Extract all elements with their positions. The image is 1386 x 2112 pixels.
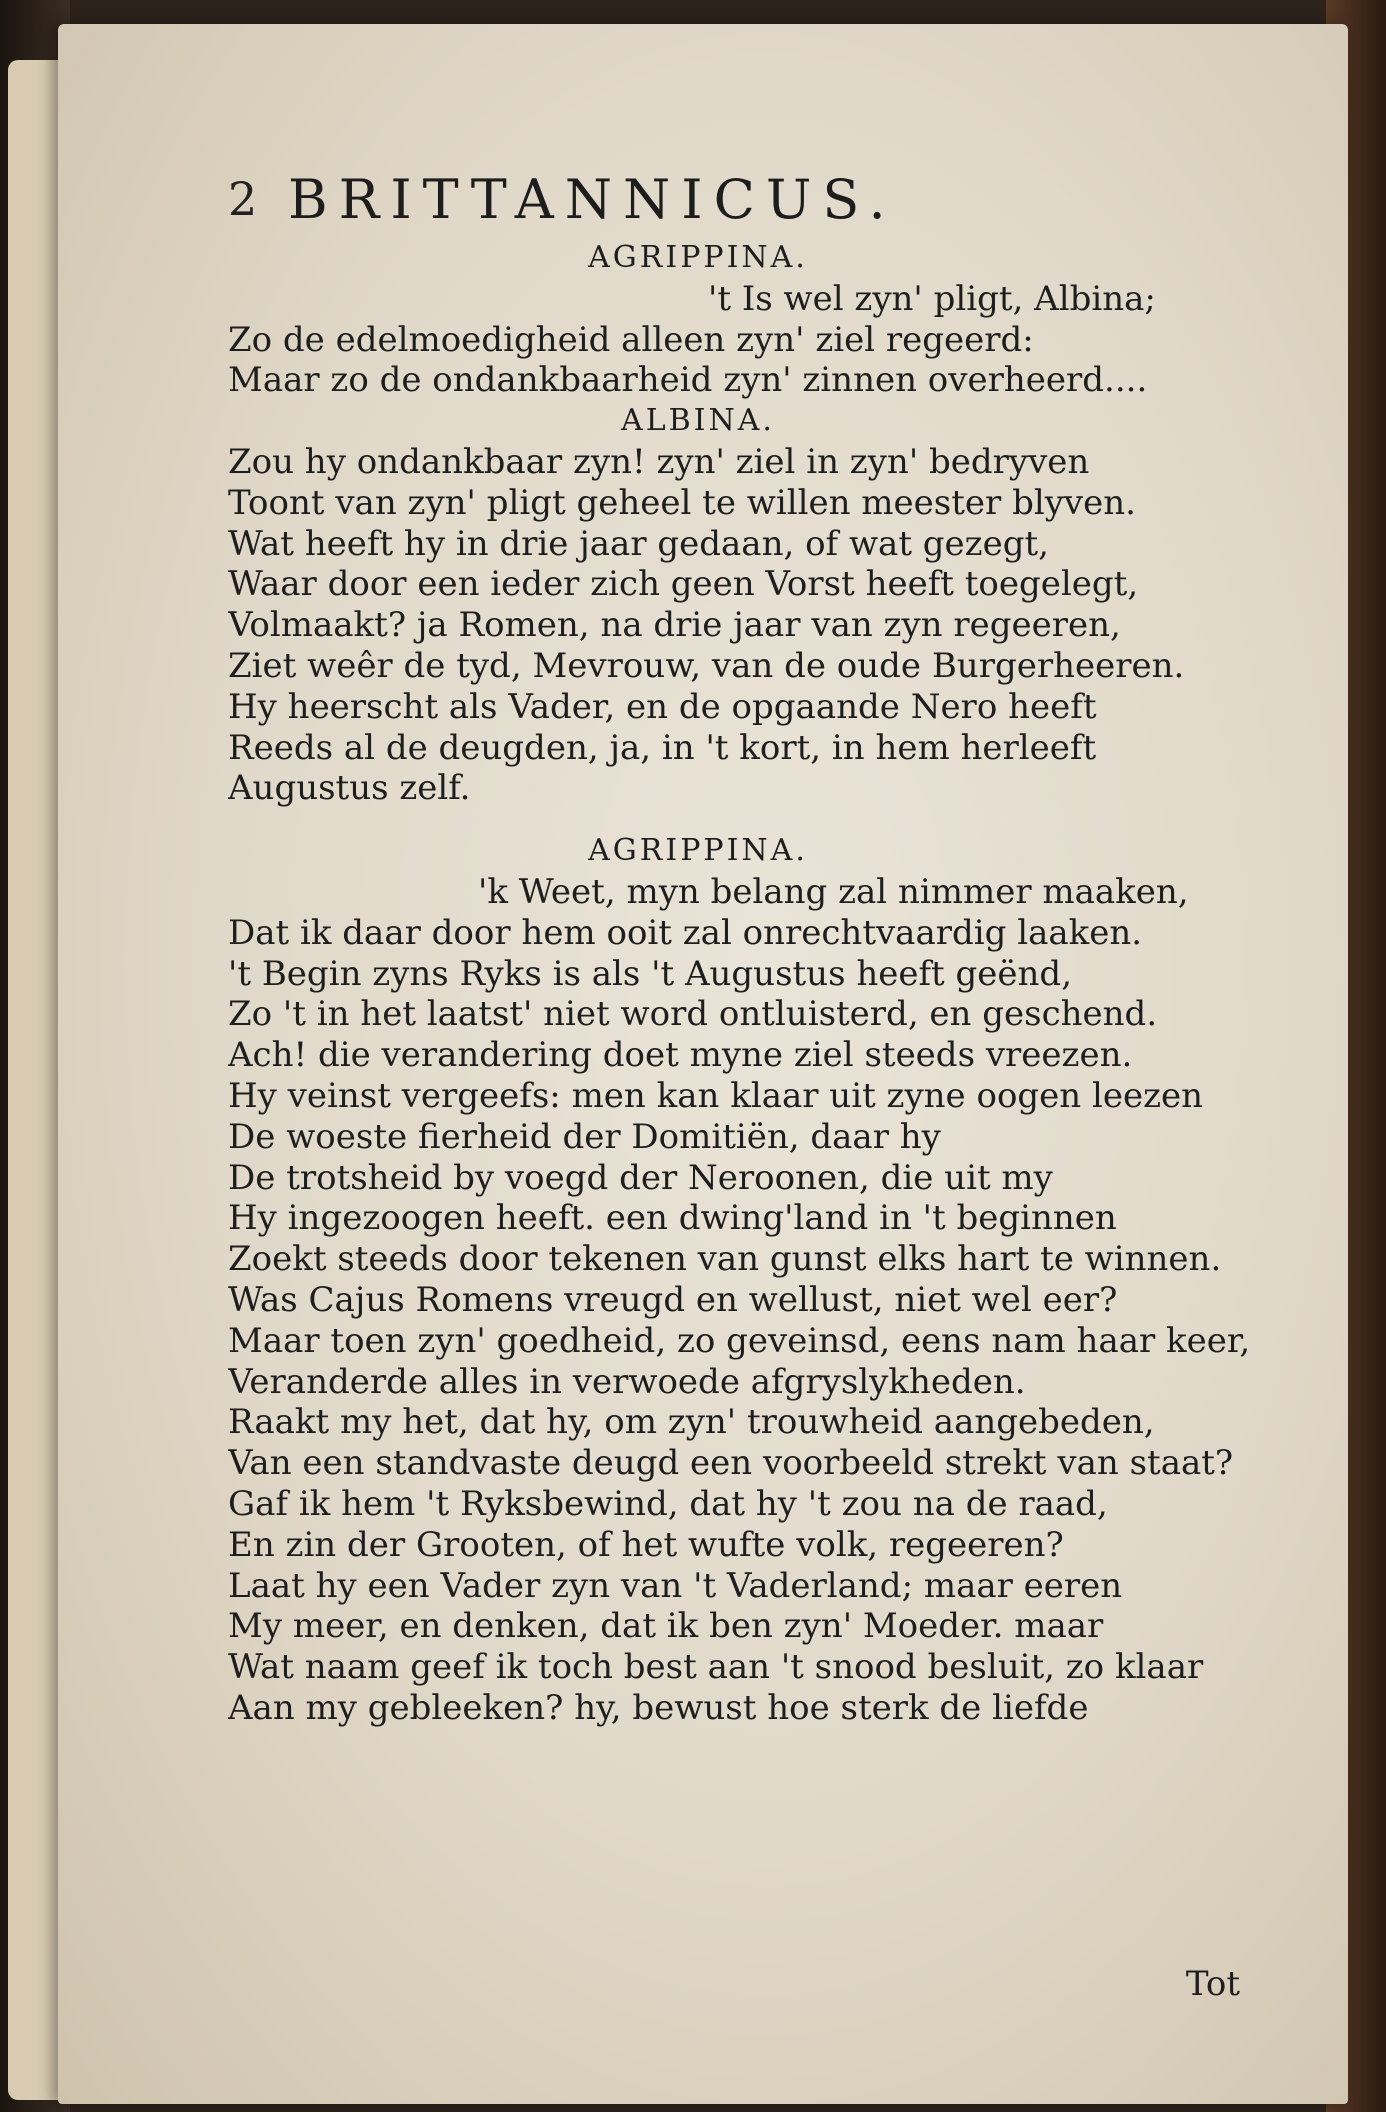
- verse-line: Zo 't in het laatst' niet word ontluisterd, en geschend.: [228, 994, 1158, 1035]
- verse-text: [228, 238, 1308, 1729]
- verse-line: Maar toen zyn' goedheid, zo geveinsd, eens nam haar keer,: [228, 1320, 1251, 1361]
- verse-line: Gaf ik hem 't Ryksbewind, dat hy 't zou na de raad,: [228, 1483, 1108, 1524]
- verse-line: En zin der Grooten, of het wufte volk, regeeren?: [228, 1524, 1064, 1565]
- running-title: BRITTANNICUS.: [288, 168, 897, 231]
- verse-line: Maar zo de ondankbaarheid zyn' zinnen overheerd....: [228, 360, 1148, 401]
- verse-line: Zoekt steeds door tekenen van gunst elks hart te winnen.: [228, 1239, 1222, 1280]
- verse-line: Toont van zyn' pligt geheel te willen meester blyven.: [228, 482, 1136, 523]
- verse-line: Aan my gebleeken? hy, bewust hoe sterk de liefde: [228, 1687, 1089, 1728]
- verse-line: Wat heeft hy in drie jaar gedaan, of wat gezegt,: [228, 523, 1049, 564]
- verse-line: 't Is wel zyn' pligt, Albina;: [708, 278, 1156, 319]
- verse-line: De trotsheid by voegd der Neroonen, die uit my: [228, 1157, 1053, 1198]
- verse-line: Hy ingezoogen heeft. een dwing'land in 't beginnen: [228, 1198, 1117, 1239]
- verse-line: Zou hy ondankbaar zyn! zyn' ziel in zyn' bedryven: [228, 441, 1090, 482]
- verse-line: My meer, en denken, dat ik ben zyn' Moeder. maar: [228, 1606, 1104, 1647]
- verse-line: Ach! die verandering doet myne ziel steeds vreezen.: [228, 1035, 1133, 1076]
- verse-line: Waar door een ieder zich geen Vorst heeft toegelegt,: [228, 564, 1139, 605]
- verse-line: 't Begin zyns Ryks is als 't Augustus heeft geënd,: [228, 953, 1073, 994]
- page-number: 2: [228, 172, 258, 226]
- verse-line: Dat ik daar door hem ooit zal onrechtvaardig laaken.: [228, 912, 1143, 953]
- verse-line: Zo de edelmoedigheid alleen zyn' ziel regeerd:: [228, 319, 1034, 360]
- verse-line: Raakt my het, dat hy, om zyn' trouwheid aangebeden,: [228, 1402, 1155, 1443]
- section-spacer: [228, 809, 1308, 831]
- speaker-heading: ALBINA.: [621, 403, 775, 439]
- verse-line: De woeste fierheid der Domitiën, daar hy: [228, 1116, 941, 1157]
- verse-line: Volmaakt? ja Romen, na drie jaar van zyn regeeren,: [228, 605, 1121, 646]
- verse-line: 'k Weet, myn belang zal nimmer maaken,: [478, 871, 1189, 912]
- speaker-heading: AGRIPPINA.: [588, 833, 808, 869]
- verse-line: Reeds al de deugden, ja, in 't kort, in hem herleeft: [228, 727, 1097, 768]
- page-header: [228, 168, 1248, 232]
- verse-line: Hy heerscht als Vader, en de opgaande Nero heeft: [228, 686, 1097, 727]
- catchword: Tot: [1185, 1964, 1240, 2004]
- speaker-heading: AGRIPPINA.: [588, 240, 808, 275]
- verse-line: Ziet weêr de tyd, Mevrouw, van de oude Burgerheeren.: [228, 645, 1185, 686]
- book-page: [58, 24, 1348, 2104]
- verse-line: Was Cajus Romens vreugd en wellust, niet wel eer?: [228, 1279, 1118, 1320]
- verse-line: Augustus zelf.: [228, 768, 471, 809]
- verse-line: Veranderde alles in verwoede afgryslykheden.: [228, 1361, 1026, 1402]
- verse-line: Van een standvaste deugd een voorbeeld strekt van staat?: [228, 1443, 1234, 1484]
- verse-line: Wat naam geef ik toch best aan 't snood besluit, zo klaar: [228, 1647, 1204, 1688]
- verse-line: Laat hy een Vader zyn van 't Vaderland; maar eeren: [228, 1565, 1123, 1606]
- verse-line: Hy veinst vergeefs: men kan klaar uit zyne oogen leezen: [228, 1075, 1204, 1116]
